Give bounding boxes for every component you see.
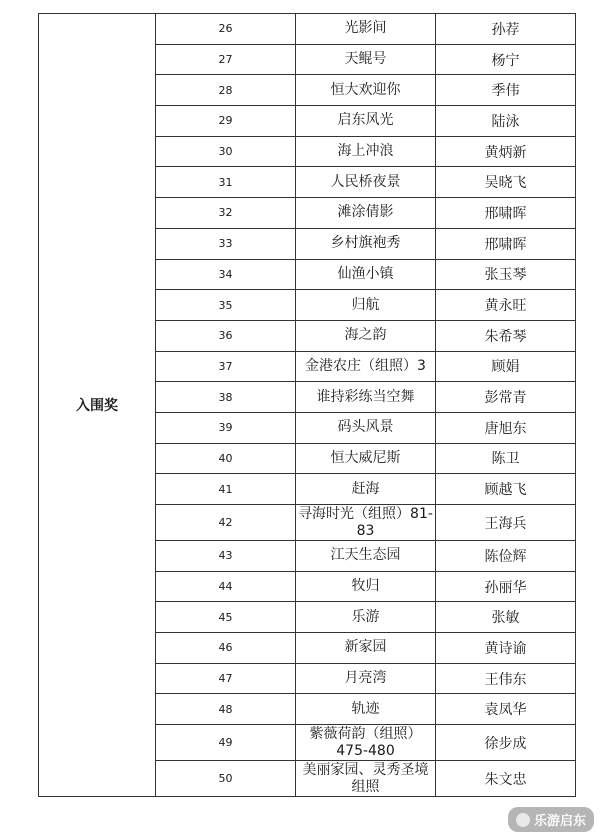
entry-author-cell: 黄永旺 [436, 290, 576, 321]
entry-number-cell: 27 [156, 44, 296, 75]
entry-title-cell: 金港农庄（组照）3 [296, 351, 436, 382]
entry-number-cell: 49 [156, 725, 296, 761]
entry-number-cell: 29 [156, 106, 296, 137]
entry-title-cell: 启东风光 [296, 106, 436, 137]
entry-author-cell: 吴晓飞 [436, 167, 576, 198]
entry-author-cell: 王海兵 [436, 505, 576, 541]
entry-number-cell: 39 [156, 412, 296, 443]
table-row [39, 14, 576, 45]
entry-title-cell: 滩涂倩影 [296, 198, 436, 229]
entry-number-cell: 48 [156, 694, 296, 725]
entry-title-cell: 恒大欢迎你 [296, 75, 436, 106]
entry-title-cell: 月亮湾 [296, 663, 436, 694]
entry-author-cell: 唐旭东 [436, 412, 576, 443]
entry-title-cell: 归航 [296, 290, 436, 321]
entry-title-cell: 乐游 [296, 602, 436, 633]
entry-title-cell: 牧归 [296, 571, 436, 602]
entry-author-cell: 邢啸晖 [436, 228, 576, 259]
entry-author-cell: 孙荐 [436, 14, 576, 45]
entry-author-cell: 袁凤华 [436, 694, 576, 725]
entry-author-cell: 王伟东 [436, 663, 576, 694]
entry-number-cell: 45 [156, 602, 296, 633]
entry-number-cell: 38 [156, 382, 296, 413]
entry-author-cell: 张玉琴 [436, 259, 576, 290]
entry-title-cell: 人民桥夜景 [296, 167, 436, 198]
award-table [38, 13, 576, 797]
entry-number-cell: 30 [156, 136, 296, 167]
entry-number-cell: 46 [156, 633, 296, 664]
entry-author-cell: 朱希琴 [436, 320, 576, 351]
entry-author-cell: 朱文忠 [436, 761, 576, 797]
entry-author-cell: 黄炳新 [436, 136, 576, 167]
entry-number-cell: 43 [156, 541, 296, 572]
entry-number-cell: 42 [156, 505, 296, 541]
entry-number-cell: 47 [156, 663, 296, 694]
entry-number-cell: 32 [156, 198, 296, 229]
entry-number-cell: 36 [156, 320, 296, 351]
entry-author-cell: 顾越飞 [436, 474, 576, 505]
entry-title-cell: 紫薇荷韵（组照）475-480 [296, 725, 436, 761]
entry-number-cell: 31 [156, 167, 296, 198]
entry-number-cell: 50 [156, 761, 296, 797]
watermark-text: 乐游启东 [533, 814, 586, 829]
entry-title-cell: 赶海 [296, 474, 436, 505]
entry-author-cell: 邢啸晖 [436, 198, 576, 229]
entry-author-cell: 陈卫 [436, 443, 576, 474]
category-cell: 入围奖 [39, 14, 156, 797]
entry-title-cell: 寻海时光（组照）81-83 [296, 505, 436, 541]
entry-title-cell: 光影间 [296, 14, 436, 45]
entry-author-cell: 季伟 [436, 75, 576, 106]
entry-author-cell: 陈俭辉 [436, 541, 576, 572]
entry-title-cell: 新家园 [296, 633, 436, 664]
entry-title-cell: 轨迹 [296, 694, 436, 725]
entry-author-cell: 张敏 [436, 602, 576, 633]
entry-number-cell: 33 [156, 228, 296, 259]
award-table-container [38, 13, 576, 797]
entry-number-cell: 40 [156, 443, 296, 474]
entry-author-cell: 陆泳 [436, 106, 576, 137]
entry-title-cell: 江天生态园 [296, 541, 436, 572]
entry-title-cell: 天鲲号 [296, 44, 436, 75]
entry-title-cell: 仙渔小镇 [296, 259, 436, 290]
entry-number-cell: 26 [156, 14, 296, 45]
watermark [508, 807, 594, 832]
entry-number-cell: 41 [156, 474, 296, 505]
entry-title-cell: 谁持彩练当空舞 [296, 382, 436, 413]
entry-author-cell: 彭常青 [436, 382, 576, 413]
entry-title-cell: 海上冲浪 [296, 136, 436, 167]
entry-number-cell: 28 [156, 75, 296, 106]
entry-author-cell: 杨宁 [436, 44, 576, 75]
entry-number-cell: 37 [156, 351, 296, 382]
entry-number-cell: 34 [156, 259, 296, 290]
entry-author-cell: 顾娟 [436, 351, 576, 382]
entry-number-cell: 35 [156, 290, 296, 321]
entry-title-cell: 恒大威尼斯 [296, 443, 436, 474]
entry-title-cell: 美丽家园、灵秀圣境组照 [296, 761, 436, 797]
entry-title-cell: 码头风景 [296, 412, 436, 443]
entry-author-cell: 黄诗谕 [436, 633, 576, 664]
entry-title-cell: 乡村旗袍秀 [296, 228, 436, 259]
entry-title-cell: 海之韵 [296, 320, 436, 351]
entry-number-cell: 44 [156, 571, 296, 602]
entry-author-cell: 徐步成 [436, 725, 576, 761]
entry-author-cell: 孙丽华 [436, 571, 576, 602]
wechat-logo-icon [516, 813, 530, 827]
